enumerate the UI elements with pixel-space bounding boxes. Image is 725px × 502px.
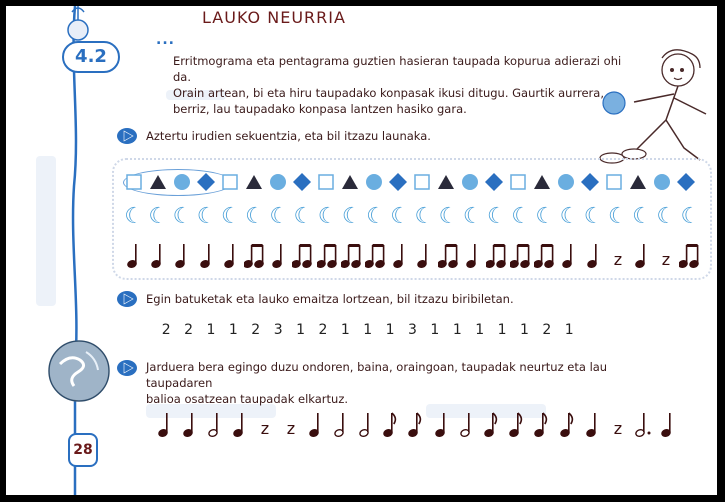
square-shape-icon bbox=[314, 171, 338, 193]
beamed-eighth-notes-icon bbox=[364, 239, 388, 269]
moon-sequence-row bbox=[122, 205, 703, 229]
beamed-eighth-notes-icon bbox=[291, 239, 315, 269]
triangle-shape-icon bbox=[338, 171, 362, 193]
diamond-shape-icon bbox=[290, 171, 314, 193]
instruction-text: Jarduera bera egingo duzu ondoren, baina, oraingoan, taupadak neurtuz eta lau taupadaren bbox=[146, 360, 608, 390]
exercise-1-instruction bbox=[116, 127, 431, 145]
moon-icon: ☾ bbox=[680, 204, 701, 229]
moon-icon: ☾ bbox=[366, 204, 386, 229]
moon-icon: ☾ bbox=[245, 204, 265, 229]
moon-icon: ☾ bbox=[632, 204, 652, 229]
quarter-note-icon bbox=[177, 408, 202, 438]
quarter-rest-icon bbox=[253, 408, 278, 438]
moon-icon: ☾ bbox=[269, 204, 290, 229]
character-illustration bbox=[574, 48, 714, 170]
quarter-note-icon bbox=[557, 239, 581, 269]
quarter-note-icon bbox=[388, 239, 412, 269]
quarter-note-icon bbox=[412, 239, 436, 269]
sequence-number: 1 bbox=[452, 322, 462, 338]
rhythm-sequence-row-2 bbox=[152, 408, 681, 438]
sequence-number: 2 bbox=[318, 322, 328, 338]
circle-shape-icon bbox=[266, 171, 290, 193]
dotted-half-note-icon bbox=[631, 408, 656, 438]
half-note-icon bbox=[454, 408, 479, 438]
diamond-shape-icon bbox=[674, 171, 698, 193]
beamed-eighth-notes-icon bbox=[509, 239, 533, 269]
svg-text:z: z bbox=[286, 419, 295, 438]
eighth-note-icon bbox=[404, 408, 429, 438]
quarter-note-icon bbox=[170, 239, 194, 269]
play-arrow-icon bbox=[116, 127, 138, 145]
quarter-note-icon bbox=[656, 408, 681, 438]
sequence-number: 1 bbox=[296, 322, 305, 338]
sequence-number: 1 bbox=[475, 322, 485, 338]
eighth-note-icon bbox=[530, 408, 555, 438]
quarter-note-icon bbox=[219, 239, 243, 269]
moon-icon: ☾ bbox=[656, 204, 677, 229]
moon-icon: ☾ bbox=[293, 204, 314, 229]
quarter-note-icon bbox=[122, 239, 146, 269]
triangle-shape-icon bbox=[242, 171, 266, 193]
instruction-text: Aztertu irudien sekuentzia, eta bil itzazu launaka. bbox=[146, 129, 431, 143]
instruction-text-block bbox=[146, 359, 676, 407]
sequence-number: 1 bbox=[564, 322, 574, 338]
sequence-number: 2 bbox=[251, 322, 261, 338]
sequence-number: 1 bbox=[519, 322, 529, 338]
beamed-eighth-notes-icon bbox=[678, 239, 702, 269]
quarter-note-icon bbox=[580, 408, 605, 438]
quarter-note-icon bbox=[152, 408, 177, 438]
eighth-note-icon bbox=[555, 408, 580, 438]
moon-icon: ☾ bbox=[196, 204, 217, 229]
quarter-note-icon bbox=[461, 239, 485, 269]
quarter-note-icon bbox=[630, 239, 654, 269]
square-shape-icon bbox=[506, 171, 530, 193]
moon-icon: ☾ bbox=[559, 204, 580, 229]
number-sequence-row bbox=[155, 322, 580, 338]
moon-icon: ☾ bbox=[124, 204, 144, 229]
half-note-icon bbox=[328, 408, 353, 438]
intro-line: Orain artean, bi eta hiru taupadako konpasak ikusi ditugu. Gaurtik aurrera, bbox=[173, 86, 604, 100]
circle-shape-icon bbox=[362, 171, 386, 193]
spiral-decoration-icon bbox=[58, 6, 98, 42]
quarter-rest-icon bbox=[605, 408, 630, 438]
page-spine-line bbox=[68, 6, 82, 495]
sequence-number: 2 bbox=[161, 322, 171, 338]
moon-icon: ☾ bbox=[462, 204, 483, 229]
triangle-shape-icon bbox=[434, 171, 458, 193]
quarter-note-icon bbox=[228, 408, 253, 438]
square-shape-icon bbox=[122, 171, 146, 193]
rhythm-sequence-row bbox=[122, 239, 703, 269]
moon-icon: ☾ bbox=[148, 204, 169, 229]
triangle-shape-icon bbox=[146, 171, 170, 193]
triangle-shape-icon bbox=[530, 171, 554, 193]
sequence-number: 1 bbox=[363, 322, 373, 338]
shape-sequence-row bbox=[122, 171, 698, 193]
eighth-note-icon bbox=[379, 408, 404, 438]
moon-icon: ☾ bbox=[220, 204, 241, 229]
quarter-note-icon bbox=[146, 239, 170, 269]
exercise-2-instruction bbox=[116, 290, 514, 308]
moon-icon: ☾ bbox=[390, 204, 411, 229]
sequence-number: 3 bbox=[408, 322, 417, 338]
beamed-eighth-notes-icon bbox=[243, 239, 267, 269]
sequence-number: 2 bbox=[184, 322, 194, 338]
moon-icon: ☾ bbox=[438, 204, 459, 229]
moon-icon: ☾ bbox=[172, 204, 193, 229]
play-arrow-icon bbox=[116, 290, 138, 308]
triangle-shape-icon bbox=[626, 171, 650, 193]
diamond-shape-icon bbox=[386, 171, 410, 193]
faded-margin-decoration bbox=[36, 156, 56, 306]
diamond-shape-icon bbox=[578, 171, 602, 193]
quarter-rest-icon bbox=[654, 239, 678, 269]
beamed-eighth-notes-icon bbox=[340, 239, 364, 269]
quarter-rest-icon bbox=[606, 239, 630, 269]
sequence-number: 1 bbox=[385, 322, 395, 338]
square-shape-icon bbox=[410, 171, 434, 193]
sequence-number: 2 bbox=[542, 322, 552, 338]
quarter-note-icon bbox=[195, 239, 219, 269]
half-note-icon bbox=[354, 408, 379, 438]
workbook-page bbox=[6, 6, 717, 495]
intro-line: berriz, lau taupadako konpasa lantzen hasiko gara. bbox=[173, 102, 467, 116]
sequence-number: 1 bbox=[340, 322, 350, 338]
circle-shape-icon bbox=[170, 171, 194, 193]
svg-text:z: z bbox=[613, 419, 623, 438]
moon-icon: ☾ bbox=[583, 204, 604, 229]
sequence-number: 1 bbox=[497, 322, 507, 338]
quarter-note-icon bbox=[582, 239, 606, 269]
intro-line: Erritmograma eta pentagrama guztien hasieran taupada kopurua adierazi ohi da. bbox=[173, 54, 622, 84]
sequence-number: 1 bbox=[228, 322, 238, 338]
diamond-shape-icon bbox=[482, 171, 506, 193]
moon-icon: ☾ bbox=[341, 204, 362, 229]
eighth-note-icon bbox=[505, 408, 530, 438]
instruction-text: Egin batuketak eta lauko emaitza lortzean, bil itzazu biribiletan. bbox=[146, 292, 514, 306]
play-arrow-icon bbox=[116, 359, 138, 377]
svg-text:z: z bbox=[662, 250, 671, 269]
page-number: 28 bbox=[68, 433, 98, 467]
sequence-number: 1 bbox=[430, 322, 440, 338]
page-title: LAUKO NEURRIA bbox=[202, 8, 346, 27]
circle-shape-icon bbox=[554, 171, 578, 193]
half-note-icon bbox=[202, 408, 227, 438]
diamond-shape-icon bbox=[194, 171, 218, 193]
moon-icon: ☾ bbox=[511, 204, 531, 229]
instruction-text: balioa osatzean taupadak elkartuz. bbox=[146, 392, 349, 406]
moon-icon: ☾ bbox=[414, 204, 435, 229]
title-dots: ... bbox=[156, 32, 175, 48]
section-number-badge: 4.2 bbox=[62, 41, 120, 73]
svg-text:z: z bbox=[261, 419, 270, 438]
intro-paragraph bbox=[173, 53, 628, 117]
quarter-note-icon bbox=[267, 239, 291, 269]
beamed-eighth-notes-icon bbox=[316, 239, 340, 269]
moon-icon: ☾ bbox=[317, 204, 338, 229]
moon-icon: ☾ bbox=[487, 204, 507, 229]
quarter-note-icon bbox=[303, 408, 328, 438]
globe-icon bbox=[46, 338, 112, 404]
circle-shape-icon bbox=[458, 171, 482, 193]
moon-icon: ☾ bbox=[535, 204, 556, 229]
beamed-eighth-notes-icon bbox=[533, 239, 557, 269]
beamed-eighth-notes-icon bbox=[485, 239, 509, 269]
exercise-3-instruction bbox=[116, 359, 676, 407]
quarter-note-icon bbox=[429, 408, 454, 438]
svg-text:z: z bbox=[613, 250, 623, 269]
square-shape-icon bbox=[218, 171, 242, 193]
moon-icon: ☾ bbox=[607, 204, 628, 229]
sequence-number: 1 bbox=[206, 322, 216, 338]
eighth-note-icon bbox=[479, 408, 504, 438]
square-shape-icon bbox=[602, 171, 626, 193]
quarter-rest-icon bbox=[278, 408, 303, 438]
beamed-eighth-notes-icon bbox=[436, 239, 460, 269]
sequence-number: 3 bbox=[273, 322, 283, 338]
circle-shape-icon bbox=[650, 171, 674, 193]
